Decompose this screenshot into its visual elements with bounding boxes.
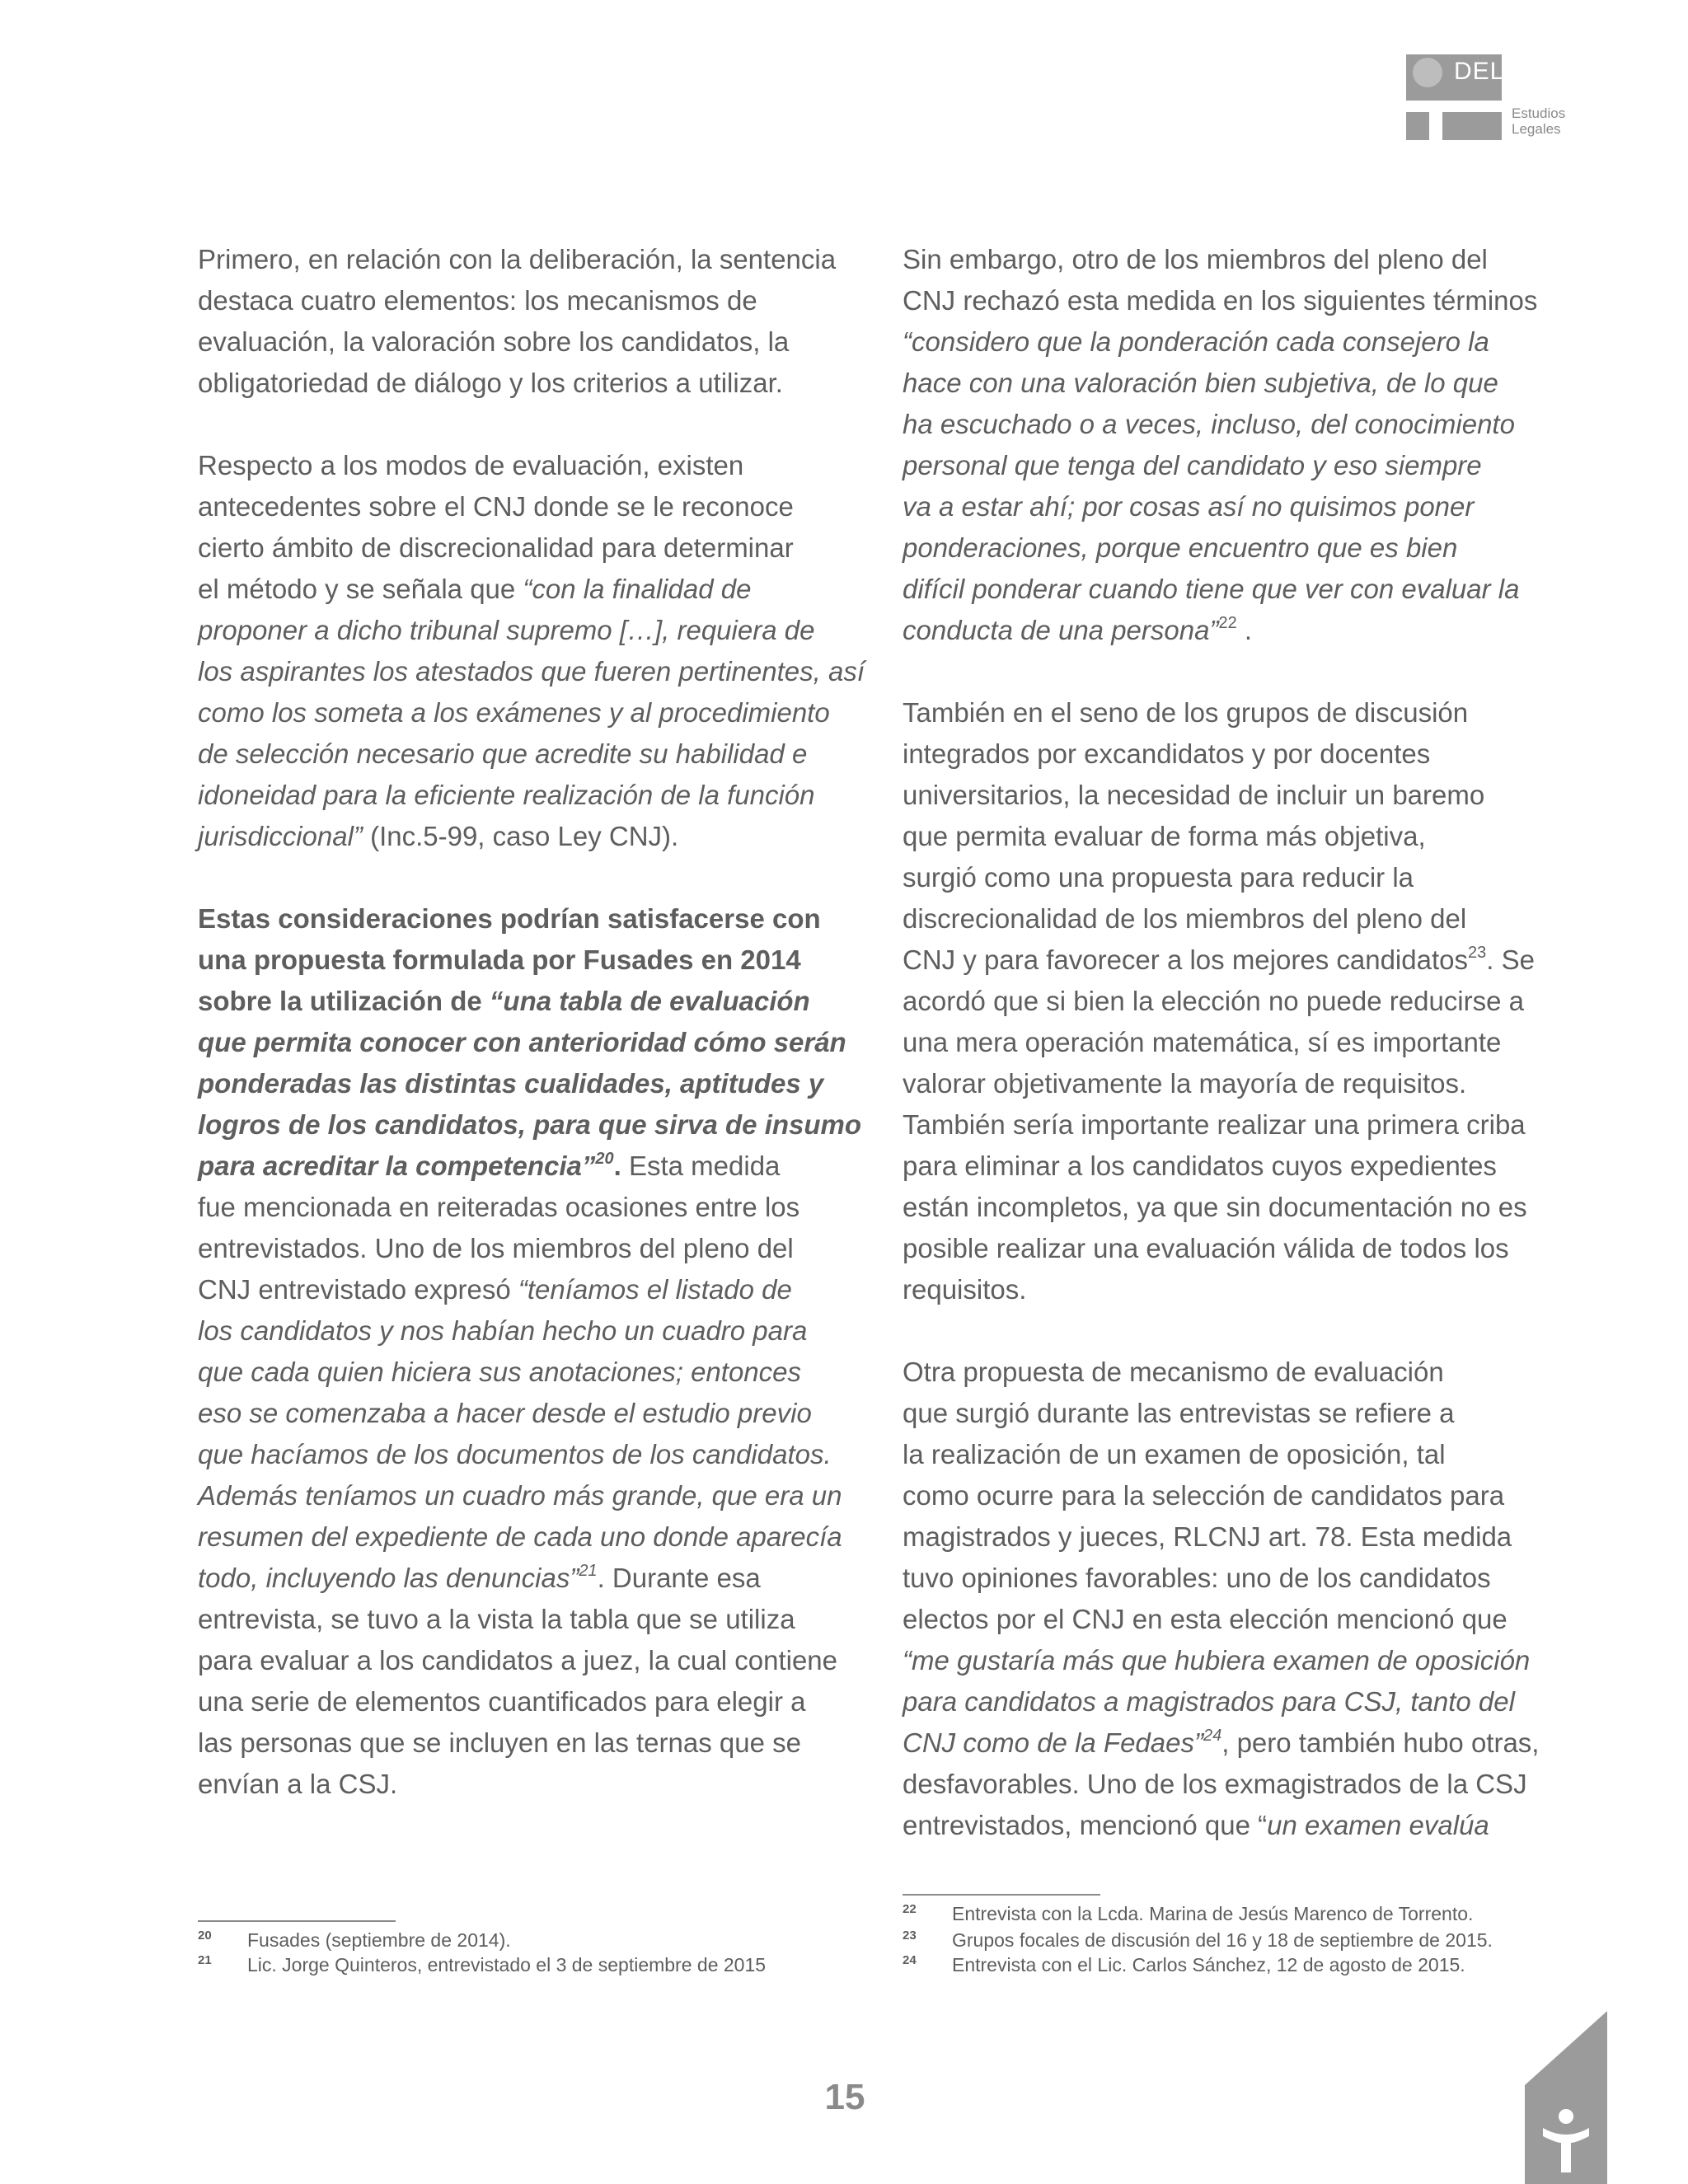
quote-line: los aspirantes los atestados que fueren pertinentes, así <box>198 656 865 687</box>
text-line: cierto ámbito de discrecionalidad para determinar <box>198 532 794 563</box>
footnote-number: 20 <box>198 1929 212 1943</box>
footnote-text: Entrevista con el Lic. Carlos Sánchez, 12 de agosto de 2015. <box>952 1954 1465 1975</box>
quote-line: de selección necesario que acredite su habilidad e <box>198 738 808 769</box>
bold-quote-line: que permita conocer con anterioridad cómo serán <box>198 1027 846 1057</box>
corner-logo-icon <box>1525 2011 1607 2184</box>
text-run: . <box>1236 615 1253 645</box>
text-line <box>198 981 865 1022</box>
text-line: universitarios, la necesidad de incluir un baremo <box>903 780 1485 810</box>
text-line <box>903 610 1570 651</box>
text-line <box>198 1558 865 1599</box>
text-line: una serie de elementos cuantificados para elegir a <box>198 1686 806 1717</box>
text-line: una mera operación matemática, sí es importante <box>903 1027 1502 1057</box>
text-line: requisitos. <box>903 1274 1027 1305</box>
bold-run: . <box>613 1151 621 1181</box>
quote-run: jurisdiccional” <box>198 821 363 851</box>
text-line: que surgió durante las entrevistas se refiere a <box>903 1398 1455 1428</box>
text-line: evaluación, la valoración sobre los candidatos, la <box>198 326 790 357</box>
quote-run: “teníamos el listado de <box>518 1274 792 1305</box>
quote-line: Además teníamos un cuadro más grande, que era un <box>198 1480 842 1511</box>
footnote-ref-20[interactable]: 20 <box>595 1150 614 1168</box>
text-line: envían a la CSJ. <box>198 1769 398 1799</box>
text-line: entrevistados. Uno de los miembros del pleno del <box>198 1233 794 1263</box>
text-run: (Inc.5-99, caso Ley CNJ). <box>362 821 679 851</box>
text-line: CNJ rechazó esta medida en los siguientes términos <box>903 285 1538 316</box>
text-run: . Durante esa <box>597 1563 761 1593</box>
footnote-number: 23 <box>903 1929 917 1943</box>
text-line: Primero, en relación con la deliberación, la sentencia <box>198 244 837 274</box>
text-line: como ocurre para la selección de candidatos para <box>903 1480 1505 1511</box>
text-run: CNJ entrevistado expresó <box>198 1274 518 1305</box>
left-paragraph-3 <box>198 898 865 1805</box>
footnote-divider-left <box>198 1920 396 1922</box>
quote-line: eso se comenzaba a hacer desde el estudio previo <box>198 1398 812 1428</box>
quote-line: que hacíamos de los documentos de los candidatos. <box>198 1439 832 1469</box>
text-line: destaca cuatro elementos: los mecanismos de <box>198 285 757 316</box>
footnote-text: Fusades (septiembre de 2014). <box>247 1929 511 1951</box>
text-line: discrecionalidad de los miembros del pleno del <box>903 903 1467 934</box>
text-line: para eliminar a los candidatos cuyos expedientes <box>903 1151 1497 1181</box>
quote-run: todo, incluyendo las denuncias” <box>198 1563 579 1593</box>
del-logo <box>1406 54 1596 153</box>
bold-quote-line: ponderadas las distintas cualidades, aptitudes y <box>198 1068 824 1099</box>
bold-quote-run: “una tabla de evaluación <box>489 986 810 1016</box>
quote-line: resumen del expediente de cada uno donde aparecía <box>198 1521 842 1552</box>
footnote-number: 24 <box>903 1953 917 1967</box>
quote-line: “considero que la ponderación cada consejero la <box>903 326 1489 357</box>
text-line <box>903 1805 1570 1846</box>
text-run: el método y se señala que <box>198 574 523 604</box>
text-run: entrevistados, mencionó que “ <box>903 1810 1268 1840</box>
quote-line: personal que tenga del candidato y eso siempre <box>903 450 1482 480</box>
text-line <box>198 1269 865 1310</box>
logo-text: DEL <box>1454 58 1505 85</box>
footnote-text: Grupos focales de discusión del 16 y 18 de septiembre de 2015. <box>952 1929 1493 1951</box>
text-line <box>198 1146 865 1187</box>
footnote-ref-22[interactable]: 22 <box>1218 614 1237 632</box>
text-line <box>198 569 865 610</box>
left-paragraph-1 <box>198 239 865 404</box>
text-line: antecedentes sobre el CNJ donde se le reconoce <box>198 491 794 522</box>
text-line: posible realizar una evaluación válida de todos los <box>903 1233 1509 1263</box>
text-line: las personas que se incluyen en las ternas que se <box>198 1727 801 1758</box>
text-line: acordó que si bien la elección no puede reducirse a <box>903 986 1525 1016</box>
text-line: obligatoriedad de diálogo y los criterios a utilizar. <box>198 368 783 398</box>
text-line: entrevista, se tuvo a la vista la tabla que se utiliza <box>198 1604 795 1634</box>
right-paragraph-1 <box>903 239 1570 651</box>
quote-line: para candidatos a magistrados para CSJ, tanto del <box>903 1686 1515 1717</box>
right-column <box>903 239 1570 1887</box>
text-line <box>903 1722 1570 1764</box>
text-line: Sin embargo, otro de los miembros del pleno del <box>903 244 1488 274</box>
text-run: Esta medida <box>621 1151 781 1181</box>
text-run: CNJ y para favorecer a los mejores candidatos <box>903 944 1468 975</box>
text-line: Respecto a los modos de evaluación, existen <box>198 450 744 480</box>
text-line: fue mencionada en reiteradas ocasiones entre los <box>198 1192 800 1222</box>
text-line: tuvo opiniones favorables: uno de los candidatos <box>903 1563 1491 1593</box>
quote-line: idoneidad para la eficiente realización de la función <box>198 780 815 810</box>
bold-run: sobre la utilización de <box>198 986 490 1016</box>
left-column <box>198 239 865 1846</box>
footnote-ref-21[interactable]: 21 <box>579 1562 598 1580</box>
quote-line: va a estar ahí; por cosas así no quisimos poner <box>903 491 1475 522</box>
footnote-text: Entrevista con la Lcda. Marina de Jesús Marenco de Torrento. <box>952 1903 1474 1924</box>
quote-run: CNJ como de la Fedaes” <box>903 1727 1203 1758</box>
bold-line: una propuesta formulada por Fusades en 2014 <box>198 944 801 975</box>
footnote-number: 21 <box>198 1953 212 1967</box>
quote-line: que cada quien hiciera sus anotaciones; entonces <box>198 1357 802 1387</box>
quote-line: difícil ponderar cuando tiene que ver con evaluar la <box>903 574 1520 604</box>
footnote-ref-24[interactable]: 24 <box>1203 1727 1222 1745</box>
text-line: También sería importante realizar una primera criba <box>903 1109 1526 1140</box>
text-line <box>198 816 865 857</box>
quote-line: “me gustaría más que hubiera examen de oposición <box>903 1645 1531 1675</box>
footnote-divider-right <box>903 1894 1100 1896</box>
logo-subtitle-line1: Estudios <box>1512 105 1566 121</box>
text-line: para evaluar a los candidatos a juez, la cual contiene <box>198 1645 837 1675</box>
quote-line: los candidatos y nos habían hecho un cuadro para <box>198 1315 808 1346</box>
text-line: También en el seno de los grupos de discusión <box>903 697 1469 728</box>
quote-line: ponderaciones, porque encuentro que es bien <box>903 532 1458 563</box>
bold-quote-line: logros de los candidatos, para que sirva de insumo <box>198 1109 862 1140</box>
text-run: . Se <box>1486 944 1535 975</box>
bold-quote-run: para acreditar la competencia” <box>198 1151 596 1181</box>
footnote-number: 22 <box>903 1902 917 1916</box>
text-line: electos por el CNJ en esta elección mencionó que <box>903 1604 1507 1634</box>
footnote-text: Lic. Jorge Quinteros, entrevistado el 3 de septiembre de 2015 <box>247 1954 767 1975</box>
text-line: la realización de un examen de oposición, tal <box>903 1439 1446 1469</box>
right-paragraph-3 <box>903 1352 1570 1846</box>
quote-line: ha escuchado o a veces, incluso, del conocimiento <box>903 409 1515 439</box>
text-line: integrados por excandidatos y por docentes <box>903 738 1431 769</box>
text-line: desfavorables. Uno de los exmagistrados de la CSJ <box>903 1769 1527 1799</box>
text-line <box>903 940 1570 981</box>
logo-subtitle-line2: Legales <box>1512 121 1561 137</box>
text-line: valorar objetivamente la mayoría de requisitos. <box>903 1068 1467 1099</box>
footnote-ref-23[interactable]: 23 <box>1467 944 1487 962</box>
text-line: Otra propuesta de mecanismo de evaluación <box>903 1357 1444 1387</box>
quote-line: proponer a dicho tribunal supremo […], requiera de <box>198 615 815 645</box>
quote-run: un examen evalúa <box>1267 1810 1489 1840</box>
quote-line: como los someta a los exámenes y al procedimiento <box>198 697 830 728</box>
quote-run: conducta de una persona” <box>903 615 1219 645</box>
left-paragraph-2 <box>198 445 865 857</box>
page-number: 15 <box>824 2077 865 2117</box>
quote-run: “con la finalidad de <box>523 574 752 604</box>
bold-line: Estas consideraciones podrían satisfacerse con <box>198 903 821 934</box>
text-line: surgió como una propuesta para reducir la <box>903 862 1414 893</box>
quote-line: hace con una valoración bien subjetiva, de lo que <box>903 368 1498 398</box>
text-run: , pero también hubo otras, <box>1221 1727 1540 1758</box>
text-line: están incompletos, ya que sin documentación no es <box>903 1192 1527 1222</box>
right-paragraph-2 <box>903 692 1570 1310</box>
text-line: que permita evaluar de forma más objetiva, <box>903 821 1426 851</box>
text-line: magistrados y jueces, RLCNJ art. 78. Esta medida <box>903 1521 1512 1552</box>
